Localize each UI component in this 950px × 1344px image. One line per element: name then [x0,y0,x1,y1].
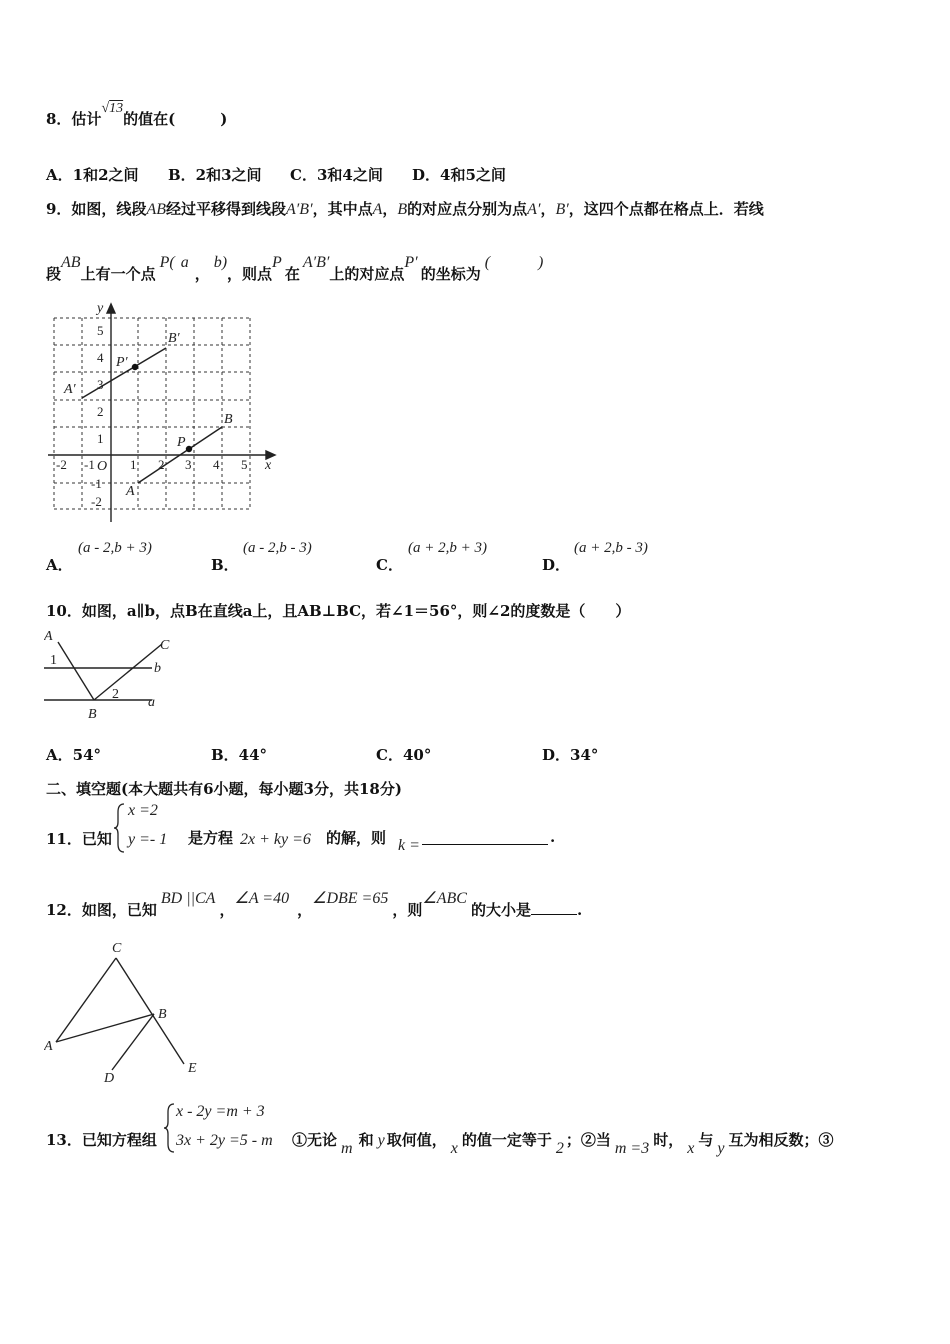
q8-radicand: 13 [109,101,124,116]
q9-option-b: (a - 2,b - 3) [243,540,312,556]
q9-point-p-letter: P [272,254,282,271]
q13-eq1: x - 2y =m + 3 [176,1103,265,1120]
label-d: D [104,1071,115,1086]
q9-line1 [46,198,764,219]
q8-stem [46,101,228,129]
label-c: C [112,941,122,956]
q12-text: ， [297,901,313,919]
q9-segment-a1b1: A′B′ [302,254,330,271]
segment-bc [94,644,162,700]
q13-var-x: x [687,1140,695,1157]
section-2-heading: 二、填空题(本大题共有6小题，每小题3分，共18分) [46,780,402,798]
q10-option-d: D．34° [542,746,599,764]
label-b-point: B [88,707,97,722]
q8-option-c: C．3和4之间 [290,166,383,184]
q13-text: 与 [698,1131,714,1149]
q8-stem-suffix: 的值在( ) [123,110,228,128]
q9-point-p: P( [159,254,175,271]
q13-text: 的值一定等于 [461,1131,552,1149]
y-tick-label: 4 [97,350,104,365]
q9-point-a1: A′ [527,201,541,218]
q9-segment-ab: AB [146,201,166,218]
q12-angle-abc: ∠ABC [422,890,467,907]
q13-text: 时， [653,1131,684,1149]
q9-text: ， [194,265,210,283]
q9-text: 经过平移得到线段 [166,200,287,218]
q11-k: k = [398,837,420,854]
segment-ab [56,1014,154,1042]
y-tick-label: 5 [97,323,104,338]
q12-angle-a: ∠A =40 [234,890,290,907]
q9-var-a: a [180,254,189,271]
q9-option-c: (a + 2,b + 3) [408,540,487,556]
q11-post: 的解，则 [326,829,387,847]
q13-var-y: y [377,1132,385,1149]
q9-option-a: (a - 2,b + 3) [78,540,152,556]
q9-var-b: b) [213,254,228,271]
q9-text: ，其中点 [312,200,373,218]
q11-end: . [550,828,556,846]
q13-eq2: 3x + 2y =5 - m [176,1132,273,1149]
q12-text: 的大小是 [470,901,531,919]
q9-point-b: B [397,201,408,218]
q13-var-y: y [717,1140,725,1157]
y-tick-label: 3 [97,377,104,392]
x-tick-label: -2 [56,457,67,472]
q9-text: 9．如图，线段 [46,200,147,218]
label-a: A [44,1039,53,1054]
q9-text: 上有一个点 [80,265,156,283]
q8-option-d: D．4和5之间 [412,166,506,184]
q13-prefix: 13．已知方程组 [46,1131,157,1149]
y-tick-label: -1 [91,476,102,491]
q9-text: 在 [284,265,300,283]
q13-m-equals-3: m =3 [614,1140,650,1157]
q13-text: 和 [358,1131,374,1149]
y-axis-arrow-icon [107,304,115,313]
q12-figure [44,936,204,1086]
x-tick-label: 1 [130,457,137,472]
y-tick-label: -2 [91,494,102,509]
q9-text: 上的对应点 [329,265,405,283]
q9-option-c-letter: C． [376,556,403,574]
q9-coordinate-graph [44,300,280,525]
label-c: C [160,638,170,653]
q9-text: 的坐标为 [420,265,481,283]
segment-ce [116,958,184,1064]
label-a-line: a [148,695,155,710]
q11-eq1: x =2 [128,802,158,819]
q9-point-p1: P′ [404,254,418,271]
q9-segment-a1b1: A′B′ [286,201,313,218]
q9-option-d-letter: D． [542,556,571,574]
q9-text: ， [540,200,556,218]
q11-prefix: 11．已知 [46,830,112,848]
q13-var-x: x [450,1140,458,1157]
point-p1-dot [132,364,138,370]
x-tick-label: 2 [158,457,165,472]
q9-answer-paren: ( ) [484,254,544,271]
angle-1-label: 1 [50,653,57,668]
q9-text: ， [382,200,398,218]
q12-text: 12．如图，已知 [46,901,157,919]
q13-text: 取何值， [386,1131,447,1149]
y-tick-label: 1 [97,431,104,446]
q13-value-2: 2 [555,1140,564,1157]
x-tick-label: 3 [185,457,192,472]
q9-line2 [46,254,544,284]
label-b1: B′ [168,331,180,346]
q13-text: ①无论 [292,1131,338,1149]
q10-figure [44,626,180,722]
label-b: B [224,412,233,427]
label-b-line: b [154,661,161,676]
y-axis-label: y [97,301,104,316]
q8-option-b: B．2和3之间 [168,166,262,184]
segment-bd [112,1014,154,1070]
x-axis-label: x [265,458,272,473]
q11-answer-blank[interactable] [422,832,548,845]
q12-angle-dbe: ∠DBE =65 [312,890,389,907]
q9-text: ，则点 [227,265,273,283]
x-tick-label: 5 [241,457,248,472]
q9-option-b-letter: B． [211,556,239,574]
q9-segment-ab: AB [61,254,81,271]
segment-ca [56,958,116,1042]
y-tick-label: 2 [97,404,104,419]
label-b: B [158,1007,167,1022]
grid-lines [54,318,250,509]
q12-parallel-condition: BD ||CA [160,890,216,907]
q11-eq2: y =- 1 [128,831,168,848]
q9-option-a-letter: A． [46,556,73,574]
sqrt-symbol: √13 [101,101,124,116]
q8-stem-prefix: 8．估计 [46,110,102,128]
q10-option-b: B．44° [211,746,268,764]
q10-option-a: A．54° [46,746,102,764]
x-tick-label: 4 [213,457,220,472]
q10-stem: 10．如图，a∥b，点B在直线a上，且AB⊥BC，若∠1＝56°，则∠2的度数是（ ） [46,602,631,620]
q10-option-c: C．40° [376,746,432,764]
q12-line [46,890,583,920]
origin-label: O [97,459,108,474]
q11-mid: 是方程 [188,829,234,847]
label-p1: P′ [116,355,128,370]
q11-equation: 2x + ky =6 [240,831,311,848]
label-a: A [44,629,53,644]
q13-brace-icon [162,1102,176,1154]
q12-text: . [576,901,583,919]
q13-line [292,1129,834,1157]
q12-text: ，则 [392,901,423,919]
segment-ab [58,642,94,700]
q9-option-d: (a + 2,b - 3) [574,540,648,556]
q9-text: ，这四个点都在格点上．若线 [568,200,764,218]
q9-point-a: A [372,201,383,218]
point-p-dot [186,446,192,452]
q13-var-m: m [341,1140,353,1157]
q9-text: 段 [46,265,62,283]
q13-text: 互为相反数；③ [728,1131,834,1149]
x-tick-label: -1 [84,457,95,472]
label-a: A [126,484,135,499]
label-p: P [177,435,186,450]
q13-text: ；②当 [565,1131,611,1149]
q12-text: ， [219,901,235,919]
label-e: E [188,1061,197,1076]
q9-point-b1: B′ [555,201,569,218]
q12-answer-blank[interactable] [531,900,577,915]
q9-text: 的对应点分别为点 [407,200,528,218]
q11-brace-icon [112,802,126,854]
q8-option-a: A．1和2之间 [46,166,139,184]
label-a1: A′ [64,382,76,397]
angle-2-label: 2 [112,687,119,702]
